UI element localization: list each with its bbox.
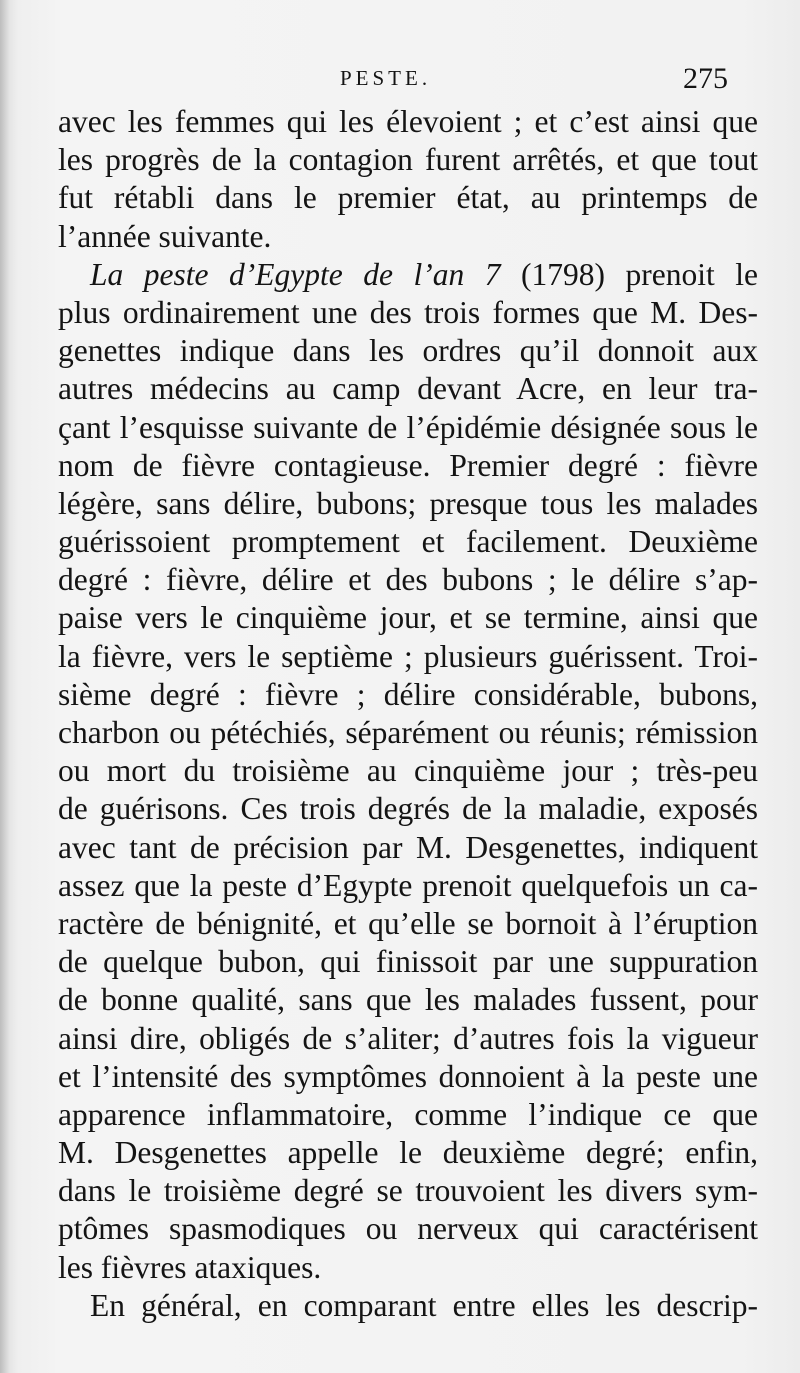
running-title: PESTE. [340,66,432,90]
text-line: paise vers le cinquième jour, et se termine, ainsi que [58,600,758,636]
text-line: avec tant de précision par M. Desgenettes, indiquent [58,829,758,865]
text-line: de quelque bubon, qui finissoit par une suppuration [58,944,758,980]
page-edge-shadow [0,0,10,1373]
text-line: M. Desgenettes appelle le deuxième degré; enfin, [58,1135,758,1171]
text-line: sième degré : fièvre ; délire considérable, bubons, [58,676,758,712]
text-line: et l’intensité des symptômes donnoient à la peste une [58,1058,758,1094]
text-line: ou mort du troisième au cinquième jour ; très-peu [58,753,758,789]
italic-lead: La peste d’Egypte de l’an 7 [90,256,501,292]
text-line: charbon ou pétéchiés, séparément ou réunis; rémission [58,715,758,750]
text-line: ractère de bénignité, et qu’elle se bornoit à l’éruption [58,905,758,941]
text-line: genettes indique dans les ordres qu’il donnoit aux [58,333,758,369]
text-line: guérissoient promptement et facilement. Deuxième [58,524,758,560]
text-line: ptômes spasmodiques ou nerveux qui caractérisent [58,1211,758,1247]
text-line: ainsi dire, obligés de s’aliter; d’autres fois la vigueur [58,1020,758,1056]
text-line: En général, en comparant entre elles les descrip- [90,1287,758,1323]
text-line: fut rétabli dans le premier état, au printemps de [58,180,758,216]
paragraph-start-line [58,256,758,294]
text-line: assez que la peste d’Egypte prenoit quelquefois un ca- [58,867,758,903]
text-line: les fièvres ataxiques. [58,1249,322,1285]
text-line: de bonne qualité, sans que les malades fussent, pour [58,982,758,1018]
text-line: plus ordinairement une des trois formes que M. Des- [58,294,758,330]
text-line: l’année suivante. [58,218,272,254]
page-number: 275 [683,62,728,95]
text-line: les progrès de la contagion furent arrêtés, et que tout [58,142,758,178]
text-line: nom de fièvre contagieuse. Premier degré : fièvre [58,447,758,483]
text-line: de guérisons. Ces trois degrés de la maladie, exposés [58,791,758,827]
text-line-tail: (1798) prenoit le [521,256,759,292]
running-head [0,62,800,98]
text-line: apparence inflammatoire, comme l’indique ce que [58,1096,758,1132]
body-text [58,103,758,1325]
text-line: çant l’esquisse suivante de l’épidémie désignée sous le [58,409,758,445]
text-line: avec les femmes qui les élevoient ; et c’est ainsi que [58,104,758,139]
text-line: la fièvre, vers le septième ; plusieurs guérissent. Troi- [58,638,758,674]
text-line: autres médecins au camp devant Acre, en leur tra- [58,371,758,407]
text-line: légère, sans délire, bubons; presque tous les malades [58,485,758,521]
text-line: dans le troisième degré se trouvoient les divers sym- [58,1173,758,1209]
text-line: degré : fièvre, délire et des bubons ; le délire s’ap- [58,562,758,598]
